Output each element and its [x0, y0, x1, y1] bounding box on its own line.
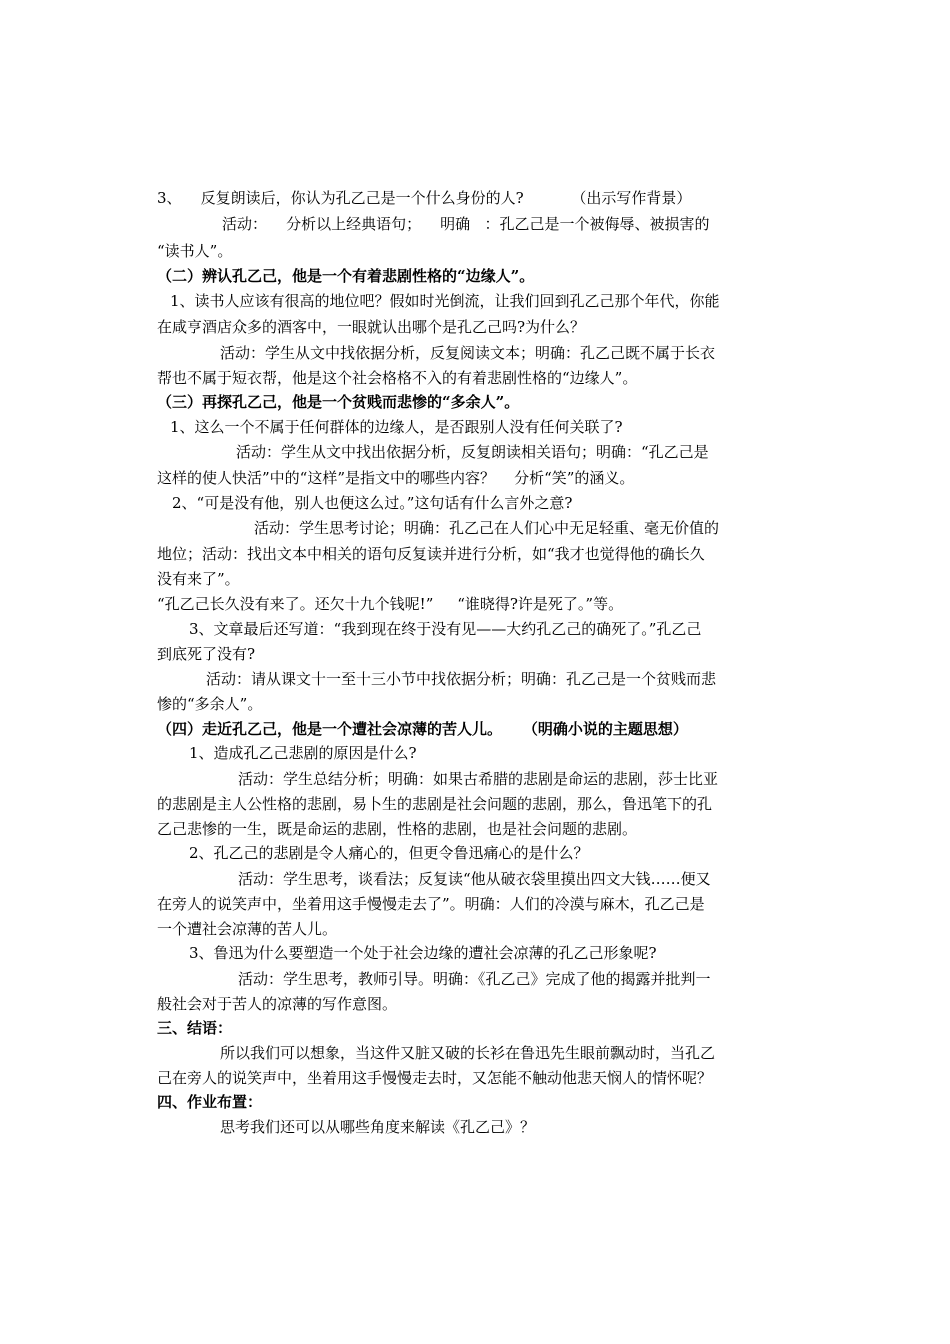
text-line: “孔乙己长久没有来了。还欠十九个钱呢!” “谁晓得?许是死了。”等。 [157, 595, 624, 613]
text-line: “读书人”。 [157, 242, 233, 260]
text-line: 3、文章最后还写道：“我到现在终于没有见——大约孔乙己的确死了。”孔乙己 [189, 620, 702, 638]
text-line: 到底死了没有? [157, 645, 256, 663]
text-line: 惨的“多余人”。 [157, 695, 263, 713]
text-line: 活动：学生思考，谈看法；反复读“他从破衣袋里摸出四文大钱……便又 [238, 870, 711, 888]
text-line: 3、 反复朗读后，你认为孔乙己是一个什么身份的人? （出示写作背景） [157, 189, 692, 207]
text-line: 3、鲁迅为什么要塑造一个处于社会边缘的遭社会凉薄的孔乙己形象呢? [189, 944, 657, 962]
text-line: 1、造成孔乙己悲剧的原因是什么? [189, 744, 417, 762]
section-heading: （四）走近孔乙己，他是一个遭社会凉薄的苦人儿。 （明确小说的主题思想） [157, 720, 688, 738]
section-heading: （三）再探孔乙己，他是一个贫贱而悲惨的“多余人”。 [157, 393, 520, 411]
text-line: 在旁人的说笑声中，坐着用这手慢慢走去了”。明确：人们的冷漠与麻木，孔乙己是 [157, 895, 705, 913]
text-line: 在咸亨酒店众多的酒客中，一眼就认出哪个是孔乙己吗?为什么？ [157, 318, 586, 336]
text-line: 2、孔乙己的悲剧是令人痛心的，但更令鲁迅痛心的是什么？ [189, 844, 589, 862]
text-line: 般社会对于苦人的凉薄的写作意图。 [157, 995, 398, 1013]
text-line: 1、读书人应该有很高的地位吧？假如时光倒流，让我们回到孔乙己那个年代，你能 [170, 292, 720, 310]
text-line: 活动：请从课文十一至十三小节中找依据分析；明确：孔乙己是一个贫贱而悲 [206, 670, 717, 688]
text-line: 活动：学生从文中找出依据分析，反复朗读相关语句；明确：“孔乙己是 [236, 443, 709, 461]
text-line: 活动： 分析以上经典语句； 明确 ：孔乙己是一个被侮辱、被损害的 [222, 215, 710, 233]
text-line: 1、这么一个不属于任何群体的边缘人，是否跟别人没有任何关联了? [170, 418, 623, 436]
section-heading: （二）辨认孔乙己，他是一个有着悲剧性格的“边缘人”。 [157, 267, 535, 285]
text-line: 地位；活动：找出文本中相关的语句反复读并进行分析，如“我才也觉得他的确长久 [157, 545, 705, 563]
text-line: 这样的使人快活”中的“这样”是指文中的哪些内容？ 分析“笑”的涵义。 [157, 469, 635, 487]
text-line: 一个遭社会凉薄的苦人儿。 [157, 920, 338, 938]
section-heading: 三、结语： [157, 1019, 233, 1037]
text-line: 活动：学生总结分析；明确：如果古希腊的悲剧是命运的悲剧，莎士比亚 [238, 770, 719, 788]
text-line: 没有来了”。 [157, 570, 240, 588]
text-line: 活动：学生思考讨论；明确：孔乙己在人们心中无足轻重、毫无价值的 [254, 519, 720, 537]
text-line: 活动：学生思考，教师引导。明确：《孔乙己》完成了他的揭露并批判一 [238, 970, 711, 988]
section-heading: 四、作业布置： [157, 1093, 263, 1111]
text-line: 2、“可是没有他，别人也便这么过。”这句话有什么言外之意? [172, 494, 573, 512]
text-line: 己在旁人的说笑声中，坐着用这手慢慢走去时，又怎能不触动他悲天悯人的情怀呢？ [157, 1069, 713, 1087]
text-line: 活动：学生从文中找依据分析，反复阅读文本；明确：孔乙己既不属于长衣 [220, 344, 716, 362]
text-line: 帮也不属于短衣帮，他是这个社会格格不入的有着悲剧性格的“边缘人”。 [157, 369, 638, 387]
text-line: 思考我们还可以从哪些角度来解读《孔乙己》？ [220, 1118, 536, 1136]
text-line: 的悲剧是主人公性格的悲剧，易卜生的悲剧是社会问题的悲剧，那么，鲁迅笔下的孔 [157, 795, 713, 813]
text-line: 乙己悲惨的一生，既是命运的悲剧，性格的悲剧，也是社会问题的悲剧。 [157, 820, 638, 838]
text-line: 所以我们可以想象，当这件又脏又破的长衫在鲁迅先生眼前飘动时，当孔乙 [220, 1044, 716, 1062]
